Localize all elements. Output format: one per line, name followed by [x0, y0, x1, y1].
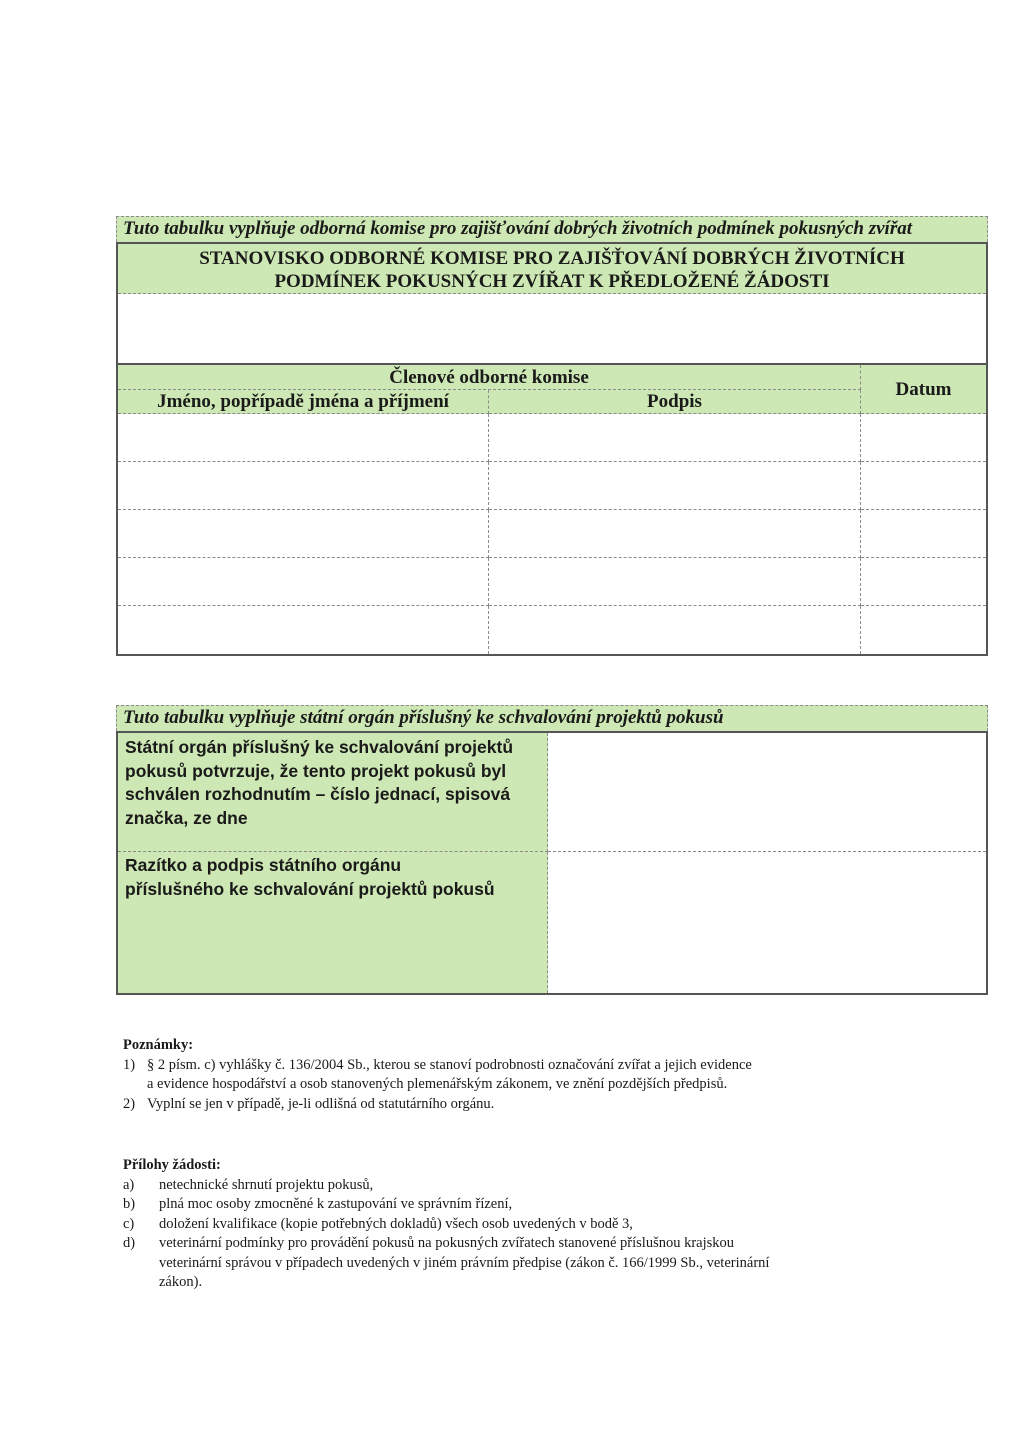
- col-date-label: Datum: [895, 379, 952, 400]
- note-number: 1): [123, 1056, 136, 1073]
- member-date-cell[interactable]: [861, 606, 986, 654]
- commission-opinion-field[interactable]: [118, 294, 986, 365]
- col-name-label: Jméno, popřípadě jména a příjmení: [157, 391, 449, 412]
- attachment-letter: a): [123, 1176, 135, 1193]
- attachment-text-continued: zákon).: [159, 1274, 203, 1290]
- approval-label-line: pokusů potvrzuje, že tento projekt pokusů byl: [125, 760, 507, 781]
- stamp-label-cell: [118, 852, 548, 993]
- members-header-label: Členové odborné komise: [389, 367, 589, 388]
- stamp-label-line: Razítko a podpis státního orgánu: [125, 855, 402, 875]
- member-row: [118, 462, 986, 510]
- member-signature-cell[interactable]: [489, 510, 861, 558]
- attachment-item: [123, 1215, 923, 1235]
- member-row: [118, 606, 986, 654]
- authority-table: [116, 731, 988, 995]
- approval-label-cell: [118, 733, 548, 852]
- member-name-cell[interactable]: [118, 414, 489, 462]
- attachment-text: veterinární podmínky pro provádění pokusů na pokusných zvířatech stanovené příslušnou krajskou: [159, 1235, 735, 1251]
- attachment-text: doložení kvalifikace (kopie potřebných dokladů) všech osob uvedených v bodě 3,: [159, 1215, 633, 1232]
- approval-label-line: Státní orgán příslušný ke schvalování projektů: [125, 737, 514, 757]
- commission-intro-text: Tuto tabulku vyplňuje odborná komise pro zajišťování dobrých životních podmínek pokusných zvířat: [123, 218, 912, 239]
- attachment-text: plná moc osoby zmocněné k zastupování ve správním řízení,: [159, 1196, 513, 1212]
- member-date-cell[interactable]: [861, 414, 986, 462]
- col-signature-label: Podpis: [647, 391, 702, 412]
- member-name-cell[interactable]: [118, 462, 489, 510]
- col-name-header: [118, 390, 489, 414]
- member-row: [118, 510, 986, 558]
- note-number: 2): [123, 1095, 136, 1112]
- notes-section: [123, 1036, 923, 1114]
- note-text-continued: a evidence hospodářství a osob stanovených plemenářským zákonem, ve znění pozdějších předpisů.: [147, 1076, 728, 1092]
- attachment-item: [123, 1234, 923, 1254]
- member-name-cell[interactable]: [118, 510, 489, 558]
- title-line-2: PODMÍNEK POKUSNÝCH ZVÍŘAT K PŘEDLOŽENÉ ŽÁDOSTI: [274, 271, 830, 292]
- member-date-cell[interactable]: [861, 462, 986, 510]
- attachments-heading: Přílohy žádosti:: [123, 1157, 221, 1173]
- attachment-letter: d): [123, 1235, 136, 1251]
- notes-heading: Poznámky:: [123, 1037, 194, 1053]
- member-row: [118, 414, 986, 462]
- attachment-text-continued: veterinární správou v případech uvedených v jiném právním předpise (zákon č. 166/1999 Sb., veterinární: [159, 1254, 770, 1271]
- commission-table-title: [118, 244, 986, 294]
- members-header: [118, 365, 861, 390]
- commission-table-intro: [116, 216, 988, 242]
- member-name-cell[interactable]: [118, 606, 489, 654]
- attachment-item: [123, 1176, 923, 1196]
- attachments-section: [123, 1156, 923, 1293]
- title-line-1: STANOVISKO ODBORNÉ KOMISE PRO ZAJIŠŤOVÁNÍ DOBRÝCH ŽIVOTNÍCH: [199, 248, 905, 269]
- authority-table-intro: [116, 705, 988, 731]
- stamp-value-field[interactable]: [548, 852, 986, 993]
- attachment-letter: b): [123, 1196, 136, 1212]
- note-text: § 2 písm. c) vyhlášky č. 136/2004 Sb., kterou se stanoví podrobnosti označování zvířat a jejich evidence: [147, 1056, 752, 1073]
- commission-table: [116, 242, 988, 656]
- approval-value-field[interactable]: [548, 733, 986, 852]
- member-name-cell[interactable]: [118, 558, 489, 606]
- approval-label-line: značka, ze dne: [125, 807, 248, 828]
- col-date-header: [861, 365, 986, 414]
- member-signature-cell[interactable]: [489, 462, 861, 510]
- note-item: [123, 1095, 923, 1115]
- note-item: [123, 1056, 923, 1076]
- stamp-label-line: příslušného ke schvalování projektů pokusů: [125, 878, 495, 899]
- attachment-item: [123, 1195, 923, 1215]
- member-row: [118, 558, 986, 606]
- member-signature-cell[interactable]: [489, 414, 861, 462]
- authority-intro-text: Tuto tabulku vyplňuje státní orgán příslušný ke schvalování projektů pokusů: [123, 707, 724, 728]
- member-signature-cell[interactable]: [489, 606, 861, 654]
- note-text: Vyplní se jen v případě, je-li odlišná od statutárního orgánu.: [147, 1095, 495, 1112]
- member-date-cell[interactable]: [861, 558, 986, 606]
- approval-label-line: schválen rozhodnutím – číslo jednací, spisová: [125, 784, 511, 804]
- attachment-text: netechnické shrnutí projektu pokusů,: [159, 1176, 374, 1193]
- col-signature-header: [489, 390, 861, 414]
- attachment-letter: c): [123, 1215, 135, 1232]
- member-date-cell[interactable]: [861, 510, 986, 558]
- member-signature-cell[interactable]: [489, 558, 861, 606]
